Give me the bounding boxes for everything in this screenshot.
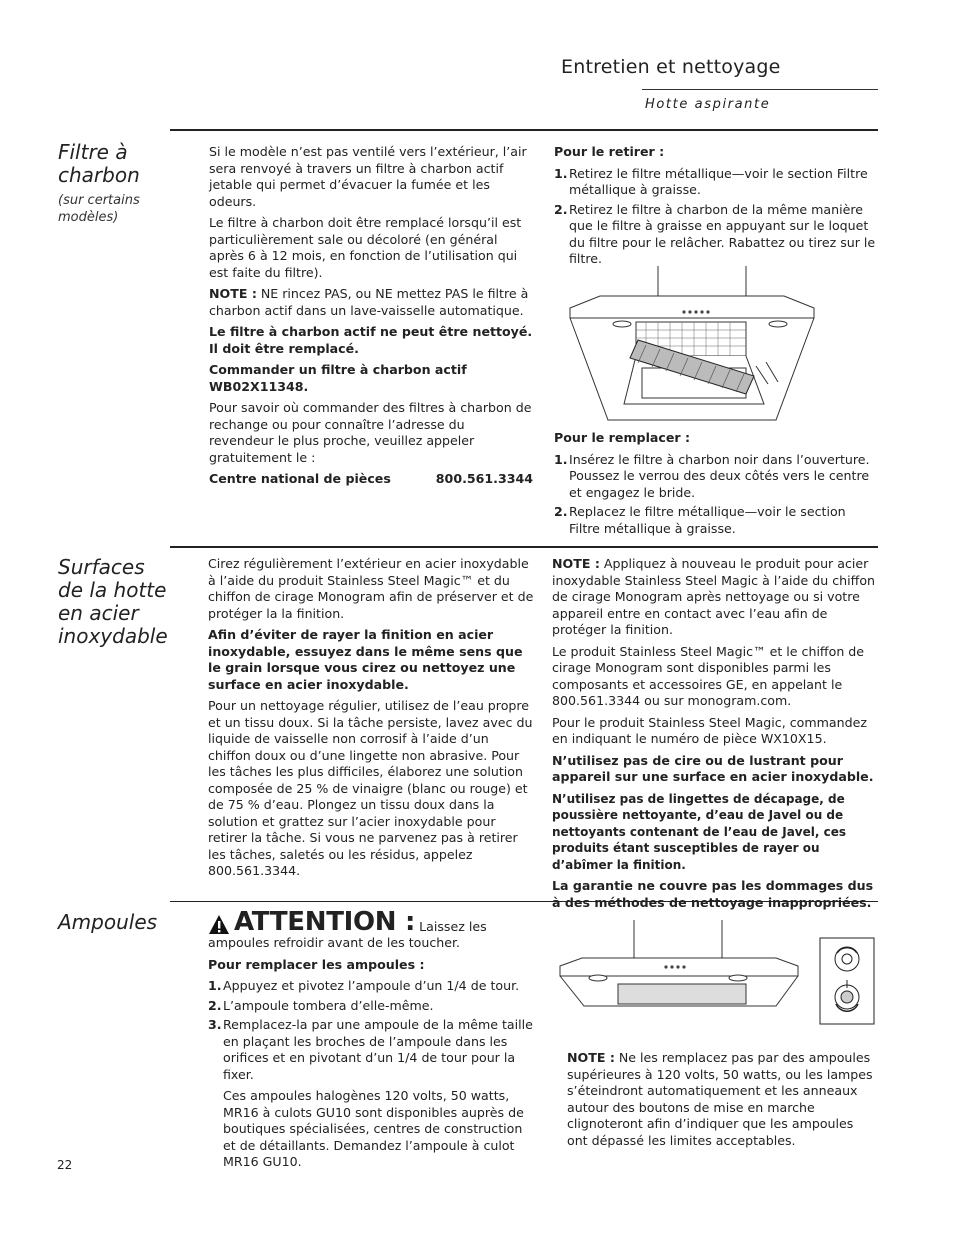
header-rule	[642, 89, 878, 90]
section-divider-charcoal	[170, 129, 878, 131]
list-item: 1. Appuyez et pivotez l’ampoule d’un 1/4 de tour.	[208, 978, 520, 993]
stainless-grain-warning: Afin d’éviter de rayer la finition en acier inoxydable, essuyez dans le même sens que le grain lorsque vous cirez ou nettoyez une surface en acier inoxydable.	[208, 627, 523, 692]
charcoal-right-column	[554, 144, 876, 273]
hood-bulb-illustration	[558, 920, 876, 1026]
stainless-right-column	[552, 556, 878, 916]
parts-center-label: Centre national de pièces	[209, 471, 391, 486]
stainless-cleaning: Pour un nettoyage régulier, utilisez de l’eau propre et un tissu doux. Si la tâche persiste, lavez avec du liquide de vaisselle non corrosif à l’aide d’un chiffon doux ou d’une lingette non abrasive. Pour les tâches les plus difficiles, élaborez une solution composée de 25 % de vinaigre (blanc ou rouge) et de 75 % d’eau. Plongez un tissu doux dans la solution et grattez sur l’acier inoxydable pour retirer la tâche. Si vous ne parvenez pas à retirer les tâches, saletés ou les résidus, appelez 800.561.3344.	[208, 698, 533, 878]
stainless-note: NOTE : Appliquez à nouveau le produit pour acier inoxydable Stainless Steel Magic à l’aide du chiffon de cirage Monogram après nettoyage ou si votre appareil entre en contact avec l’eau afin de protéger la finition.	[552, 556, 876, 637]
replace-heading: Pour le remplacer :	[554, 430, 691, 445]
parts-center-row	[209, 471, 533, 488]
stainless-left-column	[208, 556, 534, 885]
section-divider-stainless	[170, 546, 878, 548]
attention-text: Laissez les	[419, 918, 487, 934]
bulbs-heading: Pour remplacer les ampoules :	[208, 956, 425, 972]
stainless-availability: Le produit Stainless Steel Magic™ et le chiffon de cirage Monogram sont disponibles parmi les composants et accessoires GE, en appelant le 800.561.3344 ou sur monogram.com.	[552, 643, 865, 708]
list-item: 1. Insérez le filtre à charbon noir dans l’ouverture. Poussez le verrou des deux côtés vers le centre et engagez le bride.	[554, 451, 870, 500]
stainless-warranty: La garantie ne couvre pas les dommages dus à des méthodes de nettoyage inappropriées.	[552, 878, 874, 910]
bulbs-steps	[208, 978, 534, 1171]
bulbs-info: Ces ampoules halogènes 120 volts, 50 watts, MR16 à culots GU10 sont disponibles auprès de boutiques spécialisées, centres de construction et de détaillants. Demandez l’ampoule à culot MR16 GU10.	[223, 1088, 524, 1169]
bulbs-note: NOTE : Ne les remplacez pas par des ampoules supérieures à 120 volts, 50 watts, ou les lampes s’éteindront automatiquement et les anneaux autour des boutons de mise en marche clignoteront afin d’indiquer que les ampoules ont dépassé les limites acceptables.	[567, 1050, 873, 1148]
attention-text-cont: ampoules refroidir avant de les toucher.	[208, 935, 461, 950]
section-title-charcoal: Filtre à charbon	[58, 140, 140, 187]
parts-center-phone: 800.561.3344	[435, 471, 533, 486]
list-item: 2. Retirez le filtre à charbon de la même manière que le filtre à graisse en appuyant sur le loquet du filtre pour le relâcher. Rabattez ou tirez sur le filtre.	[554, 201, 876, 266]
bulbs-left-column	[208, 909, 534, 1176]
remove-heading: Pour le retirer :	[554, 144, 665, 159]
attention-line	[208, 909, 534, 935]
warning-triangle-icon	[208, 914, 230, 935]
charcoal-note: NOTE : NE rincez PAS, ou NE mettez PAS le filtre à charbon actif dans un lave-vaisselle automatique.	[209, 286, 529, 318]
replace-steps	[554, 452, 876, 538]
charcoal-left-column	[209, 144, 533, 488]
hood-charcoal-filter-illustration	[566, 266, 818, 424]
stainless-no-wax: N’utilisez pas de cire ou de lustrant pour appareil sur une surface en acier inoxydable.	[552, 752, 874, 784]
section-title-bulbs: Ampoules	[58, 910, 158, 934]
remove-steps	[554, 166, 876, 268]
charcoal-order: Commander un filtre à charbon actif WB02X11348.	[209, 362, 467, 394]
charcoal-where-to-order: Pour savoir où commander des filtres à charbon de rechange ou pour connaître l’adresse du revendeur le plus proche, veuillez appeler gratuitement le :	[209, 400, 532, 465]
list-item: 2. Replacez le filtre métallique—voir le section Filtre métallique à graisse.	[554, 504, 846, 536]
page-header-title: Entretien et nettoyage	[561, 56, 781, 78]
section-subtitle-charcoal: (sur certains modèles)	[58, 193, 140, 225]
list-item: 2. L’ampoule tombera d’elle-même.	[208, 997, 434, 1013]
list-item: 1. Retirez le filtre métallique—voir le section Filtre métallique à graisse.	[554, 165, 868, 197]
stainless-no-abrasive: N’utilisez pas de lingettes de décapage, de poussière nettoyante, d’eau de Javel ou de nettoyants contenant de l’eau de Javel, ces produits étant susceptibles de rayer ou d’abîmer la finition.	[552, 791, 846, 872]
section-title-stainless: Surfaces de la hotte en acier inoxydable	[58, 555, 168, 648]
attention-label: ATTENTION :	[234, 907, 416, 937]
page-number: 22	[57, 1158, 73, 1172]
replace-column	[554, 430, 876, 542]
page-header-subtitle: Hotte aspirante	[645, 97, 771, 112]
stainless-order: Pour le produit Stainless Steel Magic, commandez en indiquant le numéro de pièce WX10X15.	[552, 714, 867, 746]
charcoal-intro: Si le modèle n’est pas ventilé vers l’extérieur, l’air sera renvoyé à travers un filtre à charbon actif jetable qui permet d’évacuer la fumée et les odeurs.	[209, 144, 527, 209]
list-item: 3. Remplacez-la par une ampoule de la même taille en plaçant les broches de l’ampoule dans les orifices et en pivotant d’un 1/4 de tour pour la fixer. Ces ampoules halogènes 120 volts, 50 watts, MR16 à culots GU10 sont disponibles auprès de boutiques spécialisées, centres de construction et de détaillants. Demandez l’ampoule à culot MR16 GU10.	[208, 1017, 533, 1169]
charcoal-warning: Le filtre à charbon actif ne peut être nettoyé. Il doit être remplacé.	[209, 324, 533, 356]
stainless-intro: Cirez régulièrement l’extérieur en acier inoxydable à l’aide du produit Stainless Steel Magic™ et du chiffon de cirage Monogram afin de préserver et de protéger la la finition.	[208, 556, 534, 621]
charcoal-replace-info: Le filtre à charbon doit être remplacé lorsqu’il est particulièrement sale ou décoloré (en général après 6 à 12 mois, en fonction de l’utilisation qui est faite du filtre).	[209, 215, 522, 280]
